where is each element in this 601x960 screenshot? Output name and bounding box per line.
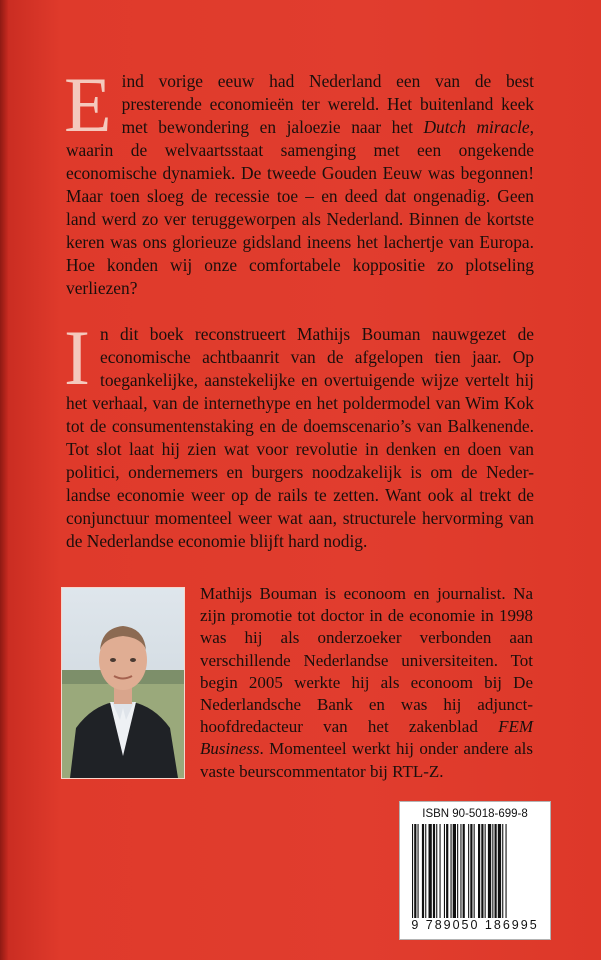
bio-text-a: Mathijs Bouman is econoom en journalist. Na zijn promotie tot doctor in de economie in 1998 was hij als onderzoeker verbonden aan verschillende Nederlandse universiteiten. Tot begin 2005 werkte hij als econoom bij De Nederlandsche Bank en was hij adjunct-hoofdredacteur van het zakenblad xyxy=(200,584,533,737)
ean-digits: 9 789050 186995 xyxy=(411,918,539,932)
spine-edge xyxy=(0,0,8,960)
barcode-label xyxy=(399,801,551,940)
isbn-number: ISBN 90-5018-699-8 xyxy=(422,808,528,820)
body-dropcap: I xyxy=(64,314,90,401)
intro-emphasis: Dutch miracle xyxy=(423,117,530,137)
bio-text-b: . Momenteel werkt hij onder andere als vaste beurscommentator bij RTL-Z. xyxy=(200,739,533,781)
body-paragraph xyxy=(64,314,534,553)
intro-text-b: , waarin de welvaartsstaat samenging met een ongekende economische dynamiek. De tweede Gouden Eeuw was begonnen! Maar toen sloeg de recessie toe – en deed dat ongenadig. Geen land werd zo ver teruggeworpen als Nederland. Binnen de kortste keren was ons glorieuze gidsland ineens het lachertje van Europa. Hoe konden wij onze comfortabele koppositie zo plotseling verliezen? xyxy=(66,117,534,298)
bio-emphasis: FEM Business xyxy=(200,717,533,759)
author-portrait-image xyxy=(62,588,184,778)
intro-text-a: ind vorige eeuw had Nederland een van de best presterende economieën ter wereld. Het buitenland keek met bewondering en jaloezie naar het xyxy=(121,71,534,137)
intro-paragraph xyxy=(64,61,534,300)
author-photo xyxy=(61,587,185,779)
body-text: n dit boek reconstrueert Mathijs Bouman nauwgezet de economische achtbaanrit van de afgelopen tien jaar. Op toegankelijke, aanstekelijke en overtuigende wijze vertelt hij het verhaal, van de internethype en het poldermodel van Wim Kok tot de consumentenstaking en de doemscenario’s van Balkenende. Tot slot laat hij zien wat voor revolutie in denken en doen van politici, ondernemers en burgers noodzakelijk is om de Neder-landse economie weer op de rails te zetten. Want ook al trekt de conjunctuur momenteel weer wat aan, structurele hervorming van de Nederlandse economie blijft hard nodig. xyxy=(66,324,534,551)
intro-dropcap: E xyxy=(64,61,112,148)
barcode-icon xyxy=(412,824,538,918)
author-bio xyxy=(200,583,533,783)
